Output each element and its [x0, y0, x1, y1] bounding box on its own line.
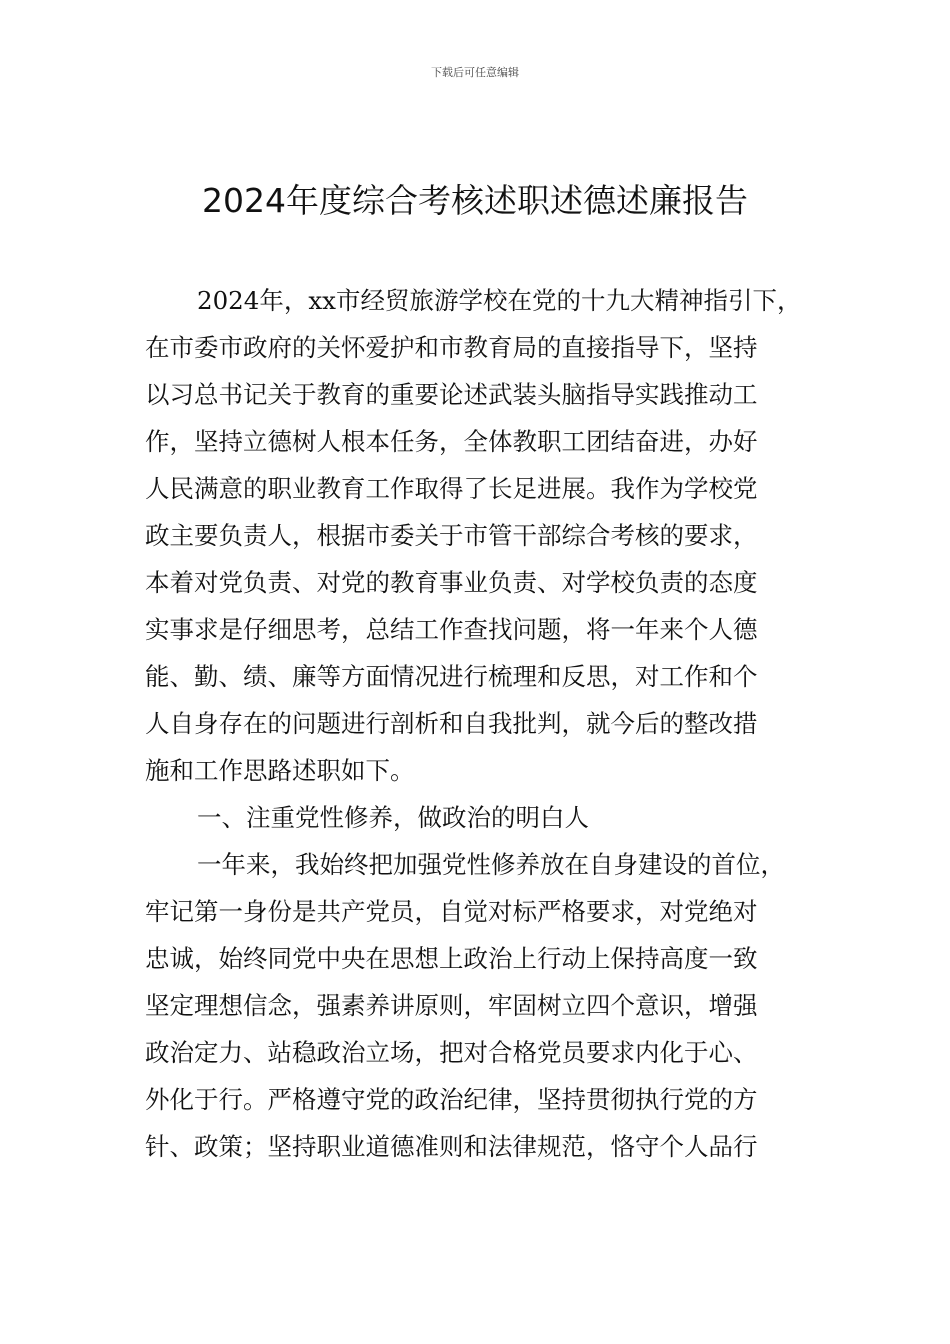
paragraph-line: 以习总书记关于教育的重要论述武装头脑指导实践推动工 — [145, 380, 758, 409]
paragraph-line: 施和工作思路述职如下。 — [145, 756, 415, 785]
section-heading: 一、注重党性修养，做政治的明白人 — [197, 803, 589, 832]
paragraph-line: 一年来，我始终把加强党性修养放在自身建设的首位， — [197, 850, 785, 879]
paragraph-line: 2024年，xx市经贸旅游学校在党的十九大精神指引下， — [197, 286, 802, 315]
paragraph-line: 实事求是仔细思考，总结工作查找问题，将一年来个人德 — [145, 615, 758, 644]
paragraph-line: 在市委市政府的关怀爱护和市教育局的直接指导下，坚持 — [145, 333, 758, 362]
paragraph-line: 本着对党负责、对党的教育事业负责、对学校负责的态度 — [145, 568, 758, 597]
paragraph-line: 忠诚，始终同党中央在思想上政治上行动上保持高度一致 — [145, 944, 758, 973]
document-title: 2024年度综合考核述职述德述廉报告 — [202, 181, 748, 220]
paragraph-line: 坚定理想信念，强素养讲原则，牢固树立四个意识，增强 — [145, 991, 758, 1020]
paragraph-line: 能、勤、绩、廉等方面情况进行梳理和反思，对工作和个 — [145, 662, 758, 691]
document-body — [145, 277, 815, 1170]
paragraph-line: 政治定力、站稳政治立场，把对合格党员要求内化于心、 — [145, 1038, 758, 1067]
paragraph-line: 针、政策；坚持职业道德准则和法律规范，恪守个人品行 — [145, 1132, 758, 1161]
paragraph-line: 作，坚持立德树人根本任务，全体教职工团结奋进，办好 — [145, 427, 758, 456]
paragraph-line: 外化于行。严格遵守党的政治纪律，坚持贯彻执行党的方 — [145, 1085, 758, 1114]
paragraph-line: 人民满意的职业教育工作取得了长足进展。我作为学校党 — [145, 474, 758, 503]
paragraph-line: 牢记第一身份是共产党员，自觉对标严格要求，对党绝对 — [145, 897, 758, 926]
paragraph-line: 人自身存在的问题进行剖析和自我批判，就今后的整改措 — [145, 709, 758, 738]
header-note: 下载后可任意编辑 — [431, 66, 519, 79]
paragraph-line: 政主要负责人，根据市委关于市管干部综合考核的要求， — [145, 521, 758, 550]
